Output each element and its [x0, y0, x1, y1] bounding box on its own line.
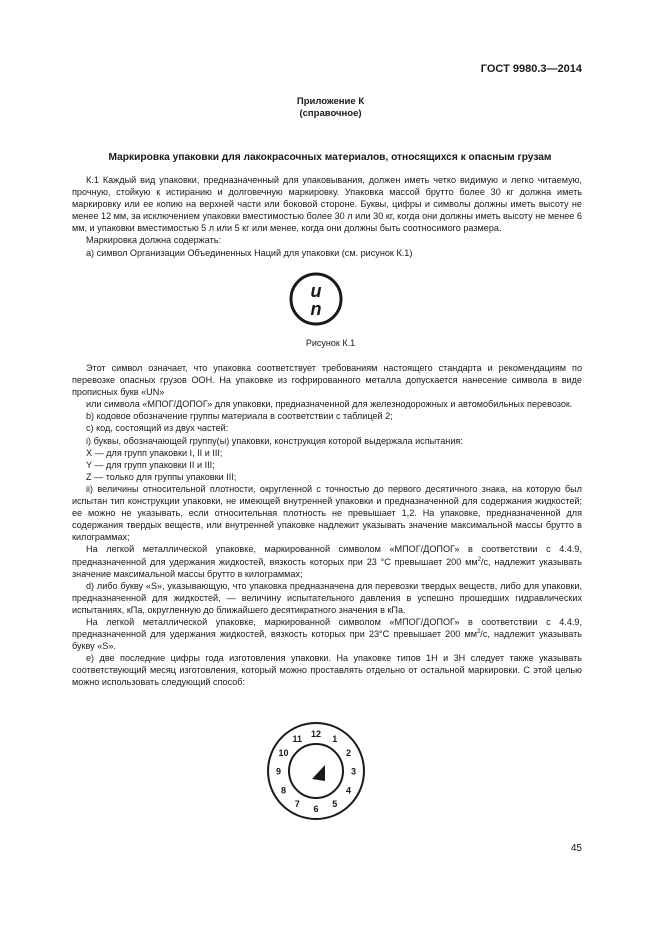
dial-number: 9	[275, 766, 282, 777]
annex-title: Приложение К	[296, 96, 365, 107]
paragraph-light-packaging-2: На легкой металлической упаковке, маркированной символом «МПОГ/ДОПОГ» в соответствии с 4.4.9, предназначенной для удержания жидкостей, вязкость которых при 23°C превышает 200 $мм^2/с$, надлежит указывать букву «S».	[72, 616, 582, 652]
paragraph-item-d: d) либо букву «S», указывающую, что упаковка предназначена для перевозки твердых веществ, либо для упаковки, предназначенной для жидкостей, — величину испытательного давления в успешно прошедших гидравлических испытаниях, кПа, округленную до ближайшего десятикратного значения в кПа.	[72, 580, 582, 615]
dial-number: 4	[345, 785, 352, 796]
dial-inner-ring	[289, 744, 343, 798]
dial-number: 8	[280, 785, 287, 796]
paragraph-rid-adr: или символа «МПОГ/ДОПОГ» для упаковки, предназначенной для железнодорожных и автомобильных перевозок.	[86, 399, 573, 410]
dial-number: 12	[310, 729, 322, 739]
figure-caption: Рисунок К.1	[305, 338, 356, 348]
dial-number: 11	[292, 734, 302, 744]
page-number: 45	[570, 843, 582, 854]
paragraph-z: Z — только для группы упаковки III;	[86, 471, 237, 482]
paragraph-x: X — для групп упаковки I, II и III;	[86, 447, 223, 458]
un-symbol-n: n	[310, 299, 322, 319]
paragraph-k1: К.1 Каждый вид упаковки, предназначенный для упаковывания, должен иметь четко видимую и легко читаемую, прочную, стойкую к истиранию и долговечную маркировку. Упаковка массой брутто более 30 кг должна иметь маркировку или ее копию на верхней части или боковой стороне. Буквы, цифры и символы должны иметь высоту не менее 12 мм, за исключением упаковки вместимостью более 30 л или 30 кг, когда они должны иметь высоту не менее 6 мм, и упаковки вместимостью 5 л или 5 кг или менее, когда они должны быть соотносимого размера.	[72, 175, 582, 234]
dial-arrow-icon	[312, 765, 325, 781]
dial-number: 1	[332, 734, 338, 744]
dial-number: 5	[332, 799, 338, 809]
dial-number: 3	[350, 766, 357, 777]
month-dial-symbol	[265, 720, 367, 822]
paragraph-symbol-meaning: Этот символ означает, что упаковка соответствует требованиям настоящего стандарта и рекомендациям по перевозке опасных грузов ООН. На упаковке из гофрированного металла допускается нанесение символа в виде прописных букв «UN»	[72, 363, 582, 398]
un-packaging-symbol	[288, 271, 344, 327]
paragraph-item-e: е) две последние цифры года изготовления упаковки. На упаковке типов 1Н и 3Н следует также указывать соответствующий месяц изготовления, который можно проставлять отдельно от остальной маркировки. С этой целью можно использовать следующий способ:	[72, 653, 582, 688]
main-block	[72, 362, 582, 689]
dial-number: 7	[294, 799, 300, 809]
paragraph-item-ii: ii) величины относительной плотности, округленной с точностью до первого десятичного знака, на которую был испытан тип конструкции упаковки, не имеющей внутренней упаковки и предназначенной для содержания жидкостей; ее можно не указывать, если относительная плотность не превышает 1,2. На упаковке, предназначенной для содержания твердых веществ, или внутренней упаковке надлежит указывать значение максимальной массы брутто в килограммах;	[72, 483, 582, 543]
section-heading: Маркировка упаковки для лакокрасочных материалов, относящихся к опасным грузам	[108, 152, 552, 163]
paragraph-item-c: с) код, состоящий из двух частей:	[86, 423, 229, 434]
dial-number: 10	[278, 747, 289, 758]
paragraph-light-packaging-1: На легкой металлической упаковке, маркированной символом «МПОГ/ДОПОГ» в соответствии с 4.4.9, предназначенной для удержания жидкостей, вязкость которых при 23 °C превышает 200 $мм^2/с$, надлежит указывать значение максимальной массы брутто в килограммах;	[72, 544, 582, 579]
annex-subtitle: (справочное)	[299, 108, 362, 119]
paragraph-item-i: i) буквы, обозначающей группу(ы) упаковки, конструкция которой выдержала испытания:	[86, 435, 463, 446]
paragraph-item-a: а) символ Организации Объединенных Наций для упаковки (см. рисунок К.1)	[86, 247, 413, 258]
paragraph-marking-must: Маркировка должна содержать:	[86, 235, 222, 246]
un-symbol-u: u	[310, 281, 322, 301]
intro-block	[72, 174, 582, 259]
standard-number: ГОСТ 9980.3—2014	[480, 63, 582, 75]
dial-number: 6	[313, 804, 319, 814]
paragraph-y: Y — для групп упаковки II и III;	[86, 459, 215, 470]
dial-number: 2	[345, 747, 352, 758]
paragraph-item-b: b) кодовое обозначение группы материала в соответствии с таблицей 2;	[86, 411, 393, 422]
